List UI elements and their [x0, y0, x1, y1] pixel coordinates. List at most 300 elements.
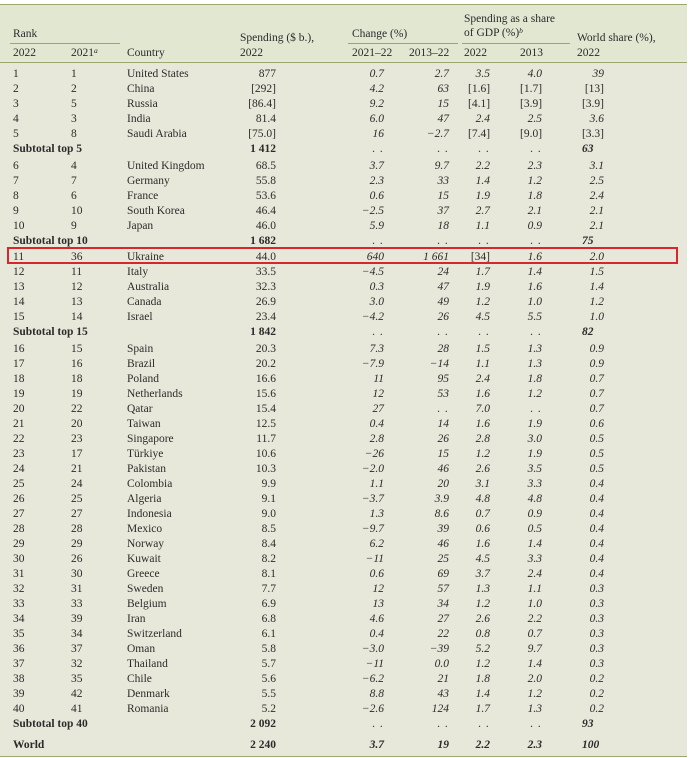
table-row-highlighted [0, 250, 687, 265]
spending-value: 15.4 [255, 402, 276, 415]
change-2021-22: 2.8 [369, 432, 384, 445]
gdp-share-2013: 1.1 [527, 582, 542, 595]
gdp-share-2013: 2.4 [527, 567, 542, 580]
table-row [0, 342, 687, 357]
gdp-share-2013: [1.7] [520, 83, 543, 95]
gdp-share-2022: [1.6] [468, 83, 491, 95]
spending-value: 1 682 [250, 234, 276, 247]
world-share: 0.4 [589, 552, 604, 565]
change-2013-22: 8.6 [434, 507, 449, 520]
spending-value: 46.0 [255, 219, 276, 232]
header-world-share-line2: 2022 [577, 47, 600, 59]
country-name: Germany [127, 174, 170, 187]
rank-2022: 37 [13, 657, 25, 670]
table-row [0, 627, 687, 642]
world-share: 2.1 [589, 204, 604, 217]
table-row [0, 112, 687, 127]
rank-2021: 7 [71, 174, 77, 187]
rank-2021: 41 [71, 702, 83, 715]
gdp-share-2022: 2.4 [475, 372, 490, 385]
world-share: 1.5 [589, 266, 604, 278]
gdp-share-2013: 4.0 [527, 68, 542, 80]
change-2013-22: −2.7 [426, 128, 449, 140]
row-label: Subtotal top 40 [13, 717, 88, 730]
spending-value: 53.6 [255, 189, 276, 202]
rank-2021: 20 [71, 417, 83, 430]
gdp-share-2013: . . [530, 234, 542, 247]
gdp-share-2013: 5.5 [527, 311, 542, 323]
gdp-share-2013: 1.3 [527, 702, 542, 715]
world-share: 63 [582, 143, 594, 155]
rank-2021: 31 [71, 582, 83, 595]
change-2013-22: 124 [431, 702, 449, 715]
world-share: 39 [592, 68, 604, 80]
rank-2022: 39 [13, 687, 25, 700]
country-name: Taiwan [127, 417, 161, 430]
world-share: 1.2 [589, 296, 604, 308]
world-share: 0.5 [589, 462, 604, 475]
change-2021-22: −26 [364, 447, 384, 460]
world-share: 0.7 [589, 402, 604, 415]
change-2021-22: 1.1 [369, 477, 384, 490]
table-row [0, 174, 687, 189]
change-2013-22: . . [437, 143, 449, 155]
gdp-share-2022: 1.2 [475, 657, 490, 670]
rank-2022: 13 [13, 281, 25, 293]
header-gdp-line2: of GDP (%)$^b$ [464, 26, 523, 39]
change-2021-22: 3.7 [369, 739, 384, 751]
gdp-share-2013: 0.9 [527, 219, 542, 232]
rank-2022: 26 [13, 492, 25, 505]
world-share: 0.3 [589, 612, 604, 625]
world-share: 2.5 [589, 174, 604, 187]
world-share: 0.4 [589, 477, 604, 490]
country-name: Mexico [127, 522, 163, 535]
rank-2022: 11 [13, 251, 25, 263]
country-name: Indonesia [127, 507, 172, 520]
rank-2022: 21 [13, 417, 25, 430]
country-name: India [127, 113, 151, 125]
table-row [0, 189, 687, 204]
table-row [0, 82, 687, 97]
spending-value: 9.0 [261, 507, 276, 520]
rank-2021: 8 [71, 128, 77, 140]
rank-2022: 15 [13, 311, 25, 323]
country-name: Norway [127, 537, 165, 550]
gdp-share-2022: 1.4 [475, 174, 490, 187]
change-2013-22: . . [437, 402, 449, 415]
gdp-share-2022: 2.2 [475, 159, 490, 172]
gdp-share-2013: 1.4 [527, 266, 542, 278]
gdp-share-2022: 1.7 [475, 266, 490, 278]
world-share: 0.4 [589, 522, 604, 535]
world-share: 0.9 [589, 357, 604, 370]
change-2021-22: 9.2 [369, 98, 384, 110]
change-2013-22: 46 [437, 537, 449, 550]
country-name: South Korea [127, 204, 185, 217]
gdp-share-2013: 1.8 [527, 189, 542, 202]
gdp-share-2022: 1.9 [475, 281, 490, 293]
spending-value: 55.8 [255, 174, 276, 187]
gdp-share-2022: 4.5 [475, 311, 490, 323]
country-name: Algeria [127, 492, 162, 505]
world-share: 0.3 [589, 657, 604, 670]
country-name: France [127, 189, 159, 202]
rank-2022: 5 [13, 128, 19, 140]
spending-value: 23.4 [255, 311, 276, 323]
change-2021-22: 3.7 [369, 159, 384, 172]
rank-2022: 27 [13, 507, 25, 520]
change-2021-22: 0.7 [369, 68, 384, 80]
world-share: 2.1 [589, 219, 604, 232]
gdp-share-2013: 2.3 [527, 739, 542, 751]
spending-value: 26.9 [255, 296, 276, 308]
rank-2021: 27 [71, 507, 83, 520]
gdp-share-2013: . . [530, 717, 542, 730]
country-name: Netherlands [127, 387, 183, 400]
spending-value: 81.4 [255, 113, 276, 125]
gdp-share-2022: 1.3 [475, 582, 490, 595]
rank-2021: 24 [71, 477, 83, 490]
spending-value: 6.9 [261, 597, 276, 610]
gdp-share-2022: 2.6 [475, 462, 490, 475]
gdp-share-2013: 3.3 [527, 477, 542, 490]
subtotal-row [0, 234, 687, 251]
table-row [0, 280, 687, 295]
change-2013-22: 57 [437, 582, 449, 595]
gdp-share-2022: 1.2 [475, 597, 490, 610]
gdp-share-2022: 1.1 [475, 219, 490, 232]
rank-2021: 13 [71, 296, 83, 308]
gdp-share-2013: 3.0 [527, 432, 542, 445]
header-gdp-line1: Spending as a share [464, 13, 556, 25]
spending-value: 44.0 [255, 251, 276, 263]
gdp-share-2022: 4.8 [475, 492, 490, 505]
rank-2021: 5 [71, 98, 77, 110]
world-share: 0.3 [589, 642, 604, 655]
gdp-share-2022: 4.5 [475, 552, 490, 565]
rank-2022: 31 [13, 567, 25, 580]
country-name: Australia [127, 281, 170, 293]
change-2021-22: −2.0 [361, 462, 384, 475]
change-2021-22: . . [372, 326, 384, 338]
change-2013-22: 46 [437, 462, 449, 475]
rank-2022: 1 [13, 68, 19, 80]
country-name: Qatar [127, 402, 153, 415]
world-share: [13] [584, 83, 604, 95]
table-row [0, 537, 687, 552]
world-share: 2.4 [589, 189, 604, 202]
gdp-share-2022: 1.2 [475, 296, 490, 308]
gdp-share-2013: 3.3 [527, 552, 542, 565]
rank-2021: 28 [71, 522, 83, 535]
rank-2021: 35 [71, 672, 83, 685]
table-row [0, 522, 687, 537]
table-row [0, 417, 687, 432]
rank-2022: 28 [13, 522, 25, 535]
rank-2021: 29 [71, 537, 83, 550]
table-row [0, 97, 687, 112]
world-share: 3.1 [589, 159, 604, 172]
country-name: Canada [127, 296, 162, 308]
gdp-share-2022: 1.4 [475, 687, 490, 700]
change-2013-22: 47 [437, 281, 449, 293]
rank-2022: 30 [13, 552, 25, 565]
spending-value: 68.5 [255, 159, 276, 172]
gdp-share-2013: 3.5 [527, 462, 542, 475]
table-row [0, 477, 687, 492]
gdp-share-2013: 1.2 [527, 174, 542, 187]
gdp-share-2022: 1.6 [475, 417, 490, 430]
gdp-share-2013: . . [530, 143, 542, 155]
change-2021-22: 4.6 [369, 612, 384, 625]
gdp-share-2013: 1.3 [527, 342, 542, 355]
rank-2022: 24 [13, 462, 25, 475]
change-2021-22: 1.3 [369, 507, 384, 520]
world-share: 0.7 [589, 372, 604, 385]
spending-value: 6.8 [261, 612, 276, 625]
spending-value: 10.3 [255, 462, 276, 475]
country-name: Romania [127, 702, 169, 715]
gdp-share-2013: 1.4 [527, 537, 542, 550]
table-row [0, 672, 687, 687]
country-name: Pakistan [127, 462, 166, 475]
rank-2022: 25 [13, 477, 25, 490]
change-2013-22: 27 [437, 612, 449, 625]
header-rank-2021: 2021$^a$ [71, 46, 98, 59]
gdp-share-2022: 1.7 [475, 702, 490, 715]
gdp-share-2013: 2.0 [527, 672, 542, 685]
rank-2021: 30 [71, 567, 83, 580]
world-share: 0.4 [589, 492, 604, 505]
spending-value: 33.5 [255, 266, 276, 278]
country-name: Belgium [127, 597, 167, 610]
world-share: 100 [582, 739, 600, 751]
table-row [0, 387, 687, 402]
spending-value: 5.5 [261, 687, 276, 700]
rank-2021: 12 [71, 281, 83, 293]
rank-2022: 16 [13, 342, 25, 355]
gdp-share-2013: 2.1 [527, 204, 542, 217]
gdp-share-2022: 7.0 [475, 402, 490, 415]
change-2021-22: 640 [366, 251, 384, 263]
table-row [0, 462, 687, 477]
rank-2021: 23 [71, 432, 83, 445]
table-row [0, 597, 687, 612]
gdp-share-2022: . . [478, 143, 490, 155]
rank-2022: 4 [13, 113, 19, 125]
change-2021-22: 3.0 [369, 296, 384, 308]
header-change: Change (%) [352, 28, 408, 40]
subtotal-row [0, 142, 687, 159]
change-2021-22: 12 [372, 387, 384, 400]
country-name: Denmark [127, 687, 170, 700]
footnote-a: a [94, 46, 98, 55]
gdp-share-2022: 1.6 [475, 387, 490, 400]
header-spending-line1: Spending ($ b.), [240, 32, 315, 44]
gdp-share-2022: 2.6 [475, 612, 490, 625]
rank-2022: 33 [13, 597, 25, 610]
rank-2022: 2 [13, 83, 19, 95]
change-2021-22: −7.9 [361, 357, 384, 370]
gdp-share-2013: 4.8 [527, 492, 542, 505]
change-2013-22: 18 [437, 219, 449, 232]
rank-2021: 16 [71, 357, 83, 370]
table-row [0, 310, 687, 325]
table-row [0, 159, 687, 174]
change-2013-22: 95 [437, 372, 449, 385]
change-2021-22: 12 [372, 582, 384, 595]
spending-value: 20.2 [255, 357, 276, 370]
rank-2021: 36 [71, 251, 83, 263]
change-2013-22: −14 [429, 357, 449, 370]
world-share: 0.5 [589, 447, 604, 460]
world-share: 0.3 [589, 597, 604, 610]
country-name: Kuwait [127, 552, 161, 565]
rank-2022: 36 [13, 642, 25, 655]
change-2013-22: 24 [437, 266, 449, 278]
change-2013-22: 3.9 [434, 492, 449, 505]
subtotal-row [0, 325, 687, 342]
country-name: Japan [127, 219, 154, 232]
spending-value: 8.1 [261, 567, 276, 580]
change-2013-22: . . [437, 326, 449, 338]
gdp-share-2022: 3.5 [475, 68, 490, 80]
table-row [0, 432, 687, 447]
country-name: Thailand [127, 657, 168, 670]
change-2013-22: 2.7 [434, 68, 449, 80]
change-2021-22: −3.7 [361, 492, 384, 505]
table-row [0, 657, 687, 672]
world-share: 1.4 [589, 281, 604, 293]
change-2021-22: −2.6 [361, 702, 384, 715]
spending-value: 5.6 [261, 672, 276, 685]
rank-2022: 29 [13, 537, 25, 550]
gdp-share-2013: [3.9] [520, 98, 543, 110]
header-spending-line2: 2022 [240, 47, 263, 59]
spending-value: 8.5 [261, 522, 276, 535]
world-share: 3.6 [589, 113, 604, 125]
row-label: Subtotal top 5 [13, 143, 83, 155]
rank-2021: 42 [71, 687, 83, 700]
change-2013-22: 47 [437, 113, 449, 125]
row-label: World [13, 739, 45, 751]
gdp-share-2013: 0.7 [527, 627, 542, 640]
change-2013-22: −39 [429, 642, 449, 655]
gdp-share-2013: 1.9 [527, 417, 542, 430]
change-2013-22: 14 [437, 417, 449, 430]
rank-2022: 23 [13, 447, 25, 460]
gdp-share-2022: 1.8 [475, 672, 490, 685]
change-2021-22: 5.9 [369, 219, 384, 232]
change-2013-22: 1 661 [423, 251, 449, 263]
change-2013-22: 69 [437, 567, 449, 580]
country-name: Oman [127, 642, 156, 655]
change-2021-22: 6.0 [369, 113, 384, 125]
table-row [0, 552, 687, 567]
spending-value: 9.1 [261, 492, 276, 505]
country-name: Chile [127, 672, 152, 685]
gdp-share-2022: 0.8 [475, 627, 490, 640]
spending-value: 2 092 [250, 717, 276, 730]
header-rank-2022: 2022 [13, 47, 36, 59]
gdp-share-2022: 0.7 [475, 507, 490, 520]
change-2013-22: 22 [437, 627, 449, 640]
gdp-share-2022: 1.5 [475, 342, 490, 355]
world-share: 0.3 [589, 582, 604, 595]
spending-value: 20.3 [255, 342, 276, 355]
table-row [0, 127, 687, 142]
gdp-share-2013: 2.3 [527, 159, 542, 172]
change-2021-22: −3.0 [361, 642, 384, 655]
gdp-share-2022: 2.4 [475, 113, 490, 125]
change-2021-22: 6.2 [369, 537, 384, 550]
rank-2021: 19 [71, 387, 83, 400]
spending-value: 5.7 [261, 657, 276, 670]
spending-value: 10.6 [255, 447, 276, 460]
change-2021-22: −6.2 [361, 672, 384, 685]
gdp-share-2013: 1.6 [527, 251, 542, 263]
world-share: 0.9 [589, 342, 604, 355]
table-row [0, 567, 687, 582]
rank-2021: 11 [71, 266, 83, 278]
rank-2022: 10 [13, 219, 25, 232]
rank-2022: 7 [13, 174, 19, 187]
change-2021-22: 0.3 [369, 281, 384, 293]
rank-2022: 19 [13, 387, 25, 400]
spending-value: 8.2 [261, 552, 276, 565]
gdp-share-2022: 1.1 [475, 357, 490, 370]
gdp-share-2013: 0.9 [527, 507, 542, 520]
world-share: 0.3 [589, 627, 604, 640]
change-2021-22: −11 [365, 552, 384, 565]
spending-value: 15.6 [255, 387, 276, 400]
country-name: Iran [127, 612, 146, 625]
gdp-share-2013: 1.4 [527, 657, 542, 670]
world-share: 1.0 [589, 311, 604, 323]
gdp-share-2013: [9.0] [520, 128, 543, 140]
gdp-share-2013: 2.5 [527, 113, 542, 125]
table-row [0, 582, 687, 597]
change-2021-22: 11 [373, 372, 384, 385]
spending-value: 1 842 [250, 326, 276, 338]
change-2021-22: 16 [372, 128, 384, 140]
row-label: Subtotal top 15 [13, 326, 88, 338]
change-2021-22: −11 [365, 657, 384, 670]
gdp-share-2022: 2.7 [475, 204, 490, 217]
gdp-share-2022: 1.9 [475, 189, 490, 202]
change-2013-22: 28 [437, 342, 449, 355]
rank-2021: 3 [71, 113, 77, 125]
change-2021-22: . . [372, 234, 384, 247]
table-row [0, 204, 687, 219]
spending-value: 2 240 [250, 739, 276, 751]
country-name: Italy [127, 266, 149, 278]
spending-value: 16.6 [255, 372, 276, 385]
change-2013-22: 53 [437, 387, 449, 400]
table-body [0, 67, 687, 755]
change-2013-22: 0.0 [434, 657, 449, 670]
change-2021-22: −2.5 [361, 204, 384, 217]
table-row [0, 492, 687, 507]
header-world-share-line1: World share (%), [577, 32, 656, 44]
change-2021-22: 2.3 [369, 174, 384, 187]
spending-value: 12.5 [255, 417, 276, 430]
header-gdp-2022: 2022 [464, 47, 487, 59]
change-2013-22: 15 [437, 447, 449, 460]
change-2021-22: 7.3 [369, 342, 384, 355]
change-2013-22: 19 [437, 739, 449, 751]
